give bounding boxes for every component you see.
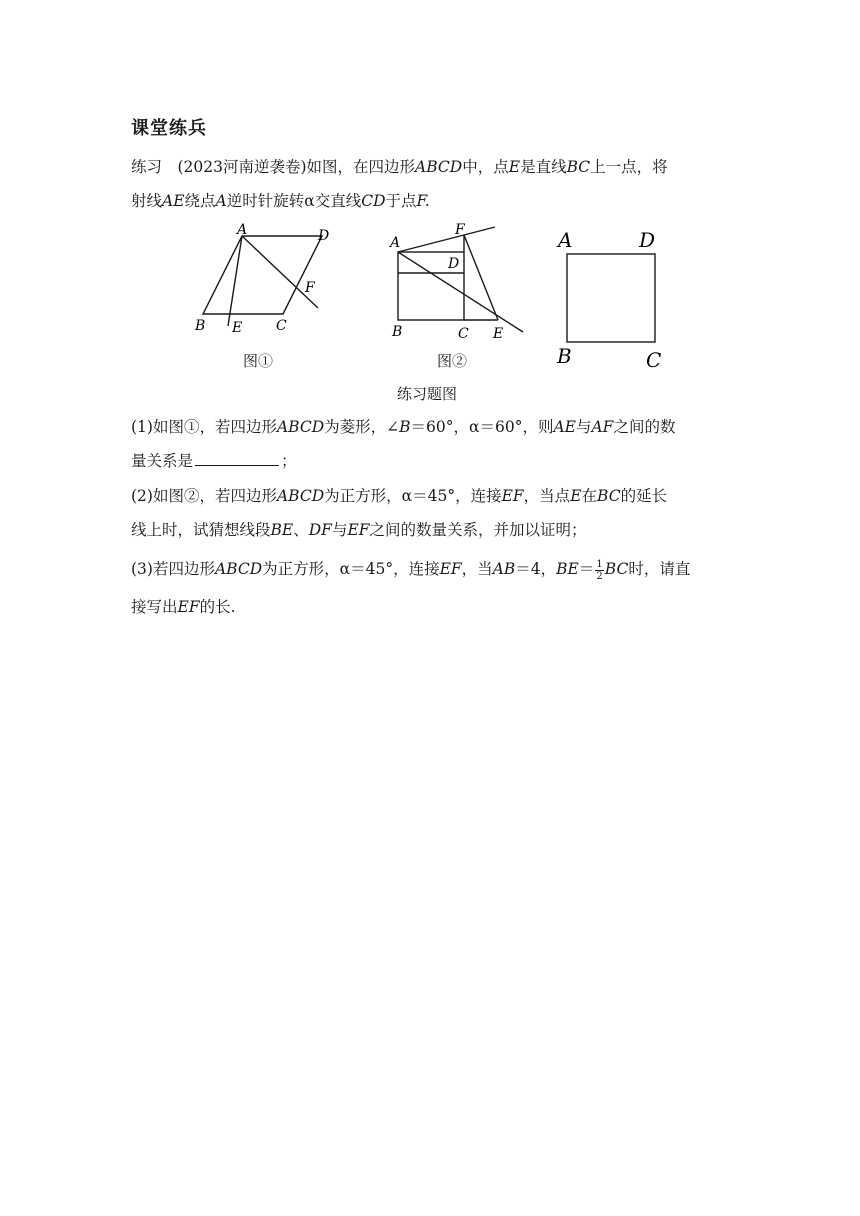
q2-line-1: (2)如图②，若四边形ABCD为正方形，α＝45°，连接EF，当点E在BC的延长 <box>131 487 668 505</box>
fig2-label-a: A <box>390 235 401 251</box>
question-1 <box>131 410 731 478</box>
fig3-label-c: C <box>646 348 662 372</box>
figure-group-caption: 练习题图 <box>397 385 458 403</box>
question-2 <box>131 479 731 547</box>
fig1-label-a: A <box>237 222 248 238</box>
q2-line-2: 线上时，试猜想线段BE、DF与EF之间的数量关系，并加以证明； <box>131 521 587 539</box>
fig2-label-f: F <box>455 222 465 238</box>
fig3-square <box>567 254 655 342</box>
fig3-label-b: B <box>557 344 572 368</box>
fig1-label-c: C <box>276 318 287 334</box>
fig2-label-d: D <box>448 256 460 272</box>
q1-line-2: 量关系是 ； <box>131 444 731 478</box>
fig1-rhombus <box>203 236 322 314</box>
fig2-label-e: E <box>493 326 504 342</box>
fig3-label-d: D <box>639 228 656 252</box>
problem-intro <box>131 150 731 218</box>
q3-line-2: 接写出EF的长. <box>131 598 236 616</box>
fig2-segment-ef <box>464 235 498 320</box>
fig2-ray-af <box>398 227 495 252</box>
fig1-ray-af <box>242 236 318 308</box>
answer-blank[interactable] <box>195 447 279 466</box>
fraction-one-half: $\frac{1}{2}$ <box>596 558 603 582</box>
question-3 <box>131 550 731 626</box>
fig2-label-c: C <box>458 326 469 342</box>
fig1-caption: 图① <box>243 352 274 370</box>
intro-line-2: 射线AE绕点A逆时针旋转α交直线CD于点F. <box>131 192 430 210</box>
fig1-label-e: E <box>232 320 243 336</box>
section-heading: 课堂练兵 <box>131 118 207 139</box>
fig3-label-a: A <box>558 228 573 252</box>
fig1-label-b: B <box>195 318 206 334</box>
fig1-label-f: F <box>305 280 315 296</box>
q1-line-1: (1)如图①，若四边形ABCD为菱形，∠B＝60°，α＝60°，则AE与AF之间的数 <box>131 418 676 436</box>
fig1-label-d: D <box>318 228 330 244</box>
fig2-label-b: B <box>392 324 403 340</box>
fig2-caption: 图② <box>437 352 468 370</box>
q3-line-1: (3)若四边形ABCD为正方形，α＝45°，连接EF，当AB＝4，BE＝ $\frac{1}{2}$ BC时，请直 <box>131 558 691 582</box>
intro-line-1: 练习 (2023河南逆袭卷)如图，在四边形ABCD中，点E是直线BC上一点，将 <box>131 158 668 176</box>
